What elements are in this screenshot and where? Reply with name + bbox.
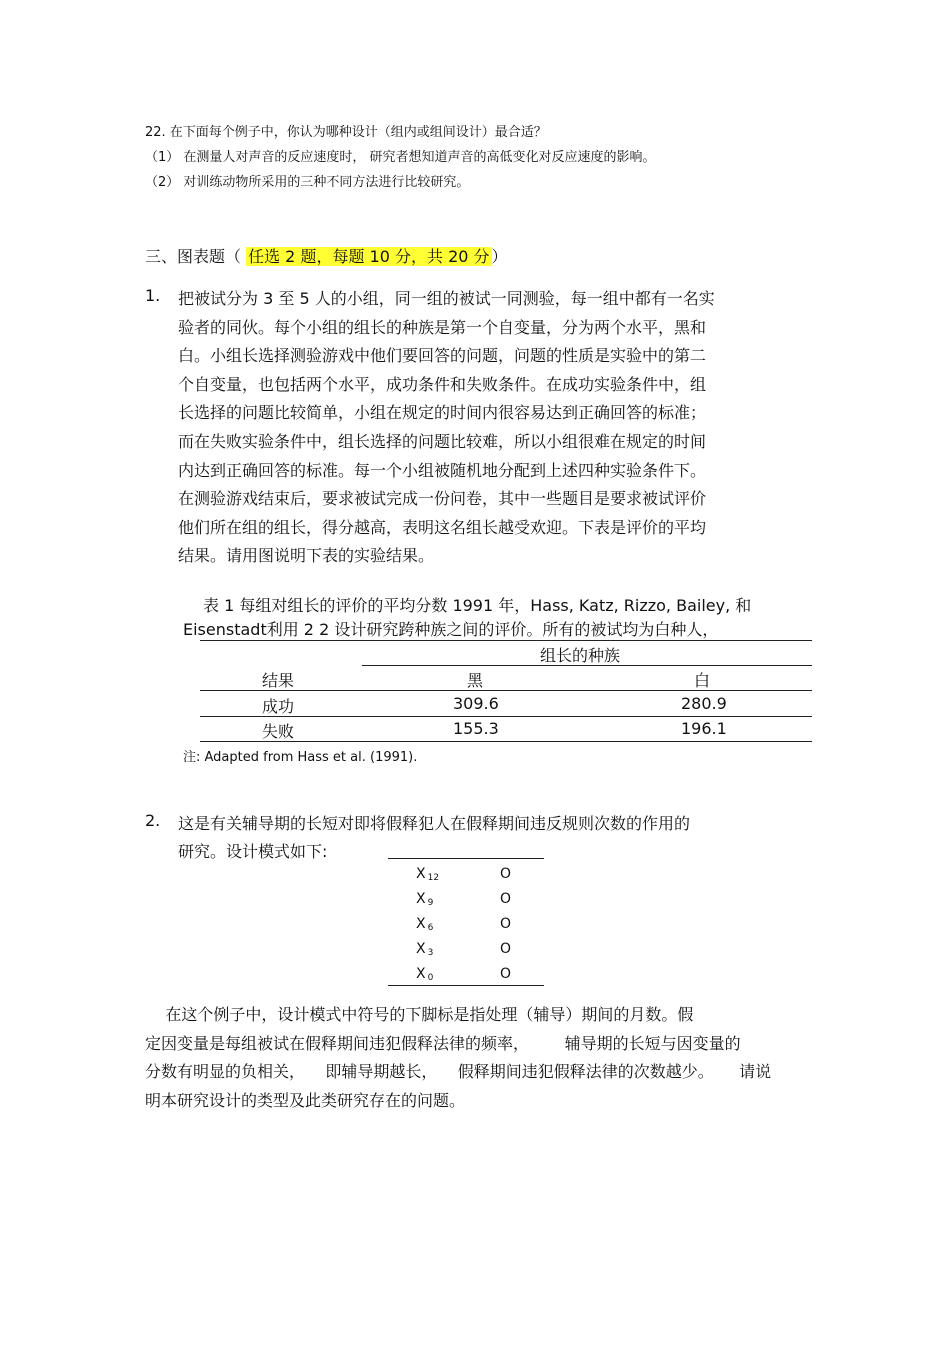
design-treatment-symbol: X xyxy=(416,966,426,982)
section-3-prefix: 三、图表题（ xyxy=(145,247,247,266)
item-1-line: 结果。请用图说明下表的实验结果。 xyxy=(178,546,435,566)
design-treatment-symbol: X xyxy=(416,866,426,882)
design-treatment-subscript: 0 xyxy=(427,973,434,983)
table-1-caption-line-2: Eisenstadt利用 2 2 设计研究跨种族之间的评价。所有的被试均为白种人， xyxy=(183,620,719,639)
table-col-white: 白 xyxy=(694,671,711,690)
item-1-line: 白。小组长选择测验游戏中他们要回答的问题，问题的性质是实验中的第二 xyxy=(178,346,707,366)
table-row-success-white: 280.9 xyxy=(681,694,727,713)
table-row-failure-black: 155.3 xyxy=(453,719,499,738)
table-top-rule xyxy=(200,640,812,641)
item-1-number: 1. xyxy=(145,286,161,305)
design-treatment xyxy=(416,866,439,882)
design-treatment-symbol: X xyxy=(416,891,426,907)
design-treatment xyxy=(416,966,433,982)
item-2-paragraph-line: 定因变量是每组被试在假释期间违犯假释法律的频率， 辅导期的长短与因变量的 xyxy=(145,1033,741,1053)
item-1-line: 内达到正确回答的标准。每一个小组被随机地分配到上述四种实验条件下。 xyxy=(178,460,707,480)
item-1-line: 而在失败实验条件中，组长选择的问题比较难，所以小组很难在规定的时间 xyxy=(178,432,707,451)
design-observation: O xyxy=(500,891,512,907)
design-observation: O xyxy=(500,941,512,957)
item-1-line: 把被试分为 3 至 5 人的小组，同一组的被试一同测验，每一组中都有一名实 xyxy=(178,289,715,308)
design-treatment xyxy=(416,891,433,907)
section-3-heading xyxy=(145,244,508,267)
design-observation: O xyxy=(500,966,512,982)
design-treatment-subscript: 12 xyxy=(427,873,440,883)
item-1-line: 他们所在组的组长，得分越高，表明这名组长越受欢迎。下表是评价的平均 xyxy=(178,517,707,537)
table-col-black: 黑 xyxy=(467,671,484,690)
item-1-line: 个自变量，也包括两个水平，成功条件和失败条件。在成功实验条件中，组 xyxy=(178,374,707,394)
q22-line-2: （1） 在测量人对声音的反应速度时， 研究者想知道声音的高低变化对反应速度的影响。 xyxy=(145,150,656,165)
table-row-header: 结果 xyxy=(262,671,295,690)
section-3-suffix: ） xyxy=(491,247,508,266)
table-row-rule xyxy=(200,716,812,717)
item-1-line: 验者的同伙。每个小组的组长的种族是第一个自变量，分为两个水平，黑和 xyxy=(178,317,707,337)
table-bottom-rule xyxy=(200,741,812,742)
item-2-paragraph-line: 在这个例子中，设计模式中符号的下脚标是指处理（辅导）期间的月数。假 xyxy=(145,1005,694,1024)
design-observation: O xyxy=(500,866,512,882)
q22-line-1: 22. 在下面每个例子中，你认为哪种设计（组内或组间设计）最合适？ xyxy=(145,125,547,140)
table-row-failure-white: 196.1 xyxy=(681,719,727,738)
table-row-success-black: 309.6 xyxy=(453,694,499,713)
table-group-header: 组长的种族 xyxy=(540,646,621,665)
design-bottom-rule xyxy=(388,985,544,986)
item-2-line-1: 这是有关辅导期的长短对即将假释犯人在假释期间违反规则次数的作用的 xyxy=(178,814,691,833)
design-treatment-subscript: 6 xyxy=(427,923,434,933)
design-treatment-symbol: X xyxy=(416,941,426,957)
table-header-rule xyxy=(200,690,812,691)
item-2-line-2: 研究。设计模式如下: xyxy=(178,842,328,861)
design-top-rule xyxy=(388,858,544,859)
item-2-paragraph-line: 明本研究设计的类型及此类研究存在的问题。 xyxy=(145,1090,466,1110)
design-treatment-subscript: 3 xyxy=(427,948,434,958)
design-treatment xyxy=(416,941,433,957)
design-observation: O xyxy=(500,916,512,932)
table-row-success-label: 成功 xyxy=(262,697,295,716)
design-treatment xyxy=(416,916,433,932)
table-note: 注: Adapted from Hass et al. (1991). xyxy=(183,750,418,765)
table-group-rule xyxy=(362,665,812,666)
design-treatment-symbol: X xyxy=(416,916,426,932)
item-1-line: 长选择的问题比较简单，小组在规定的时间内很容易达到正确回答的标准； xyxy=(178,403,707,423)
section-3-highlight: 任选 2 题，每题 10 分，共 20 分 xyxy=(248,247,490,266)
item-1-line: 在测验游戏结束后，要求被试完成一份问卷，其中一些题目是要求被试评价 xyxy=(178,489,707,509)
q22-line-3: （2） 对训练动物所采用的三种不同方法进行比较研究。 xyxy=(145,175,470,190)
table-row-failure-label: 失败 xyxy=(262,722,295,741)
item-2-number: 2. xyxy=(145,811,161,830)
table-1-caption-line-1: 表 1 每组对组长的评价的平均分数 1991 年，Hass, Katz, Rizzo, Bailey, 和 xyxy=(203,596,752,615)
item-2-paragraph-line: 分数有明显的负相关， 即辅导期越长， 假释期间违犯假释法律的次数越少。 请说 xyxy=(145,1062,772,1081)
design-treatment-subscript: 9 xyxy=(427,898,434,908)
